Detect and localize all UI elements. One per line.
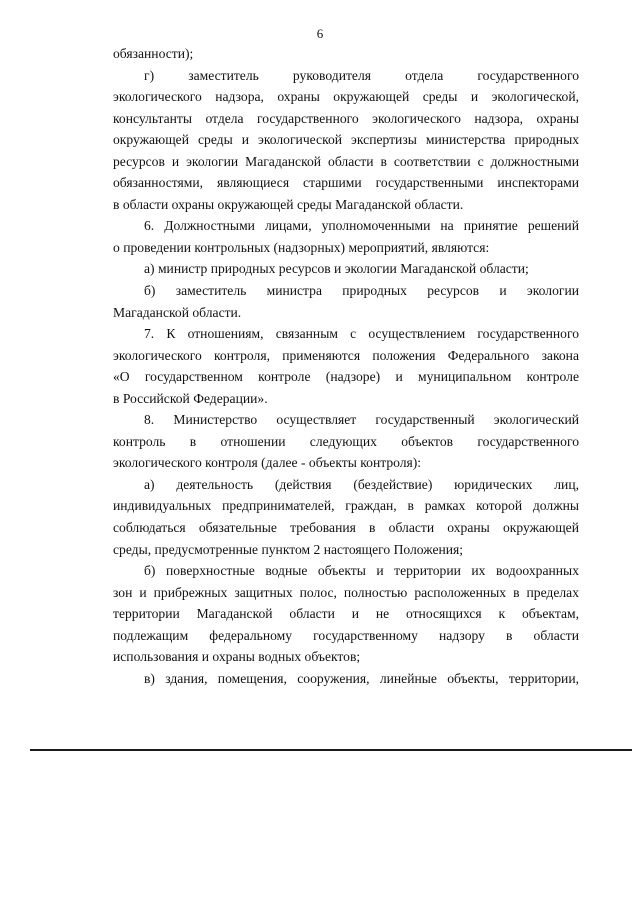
- text-line: обязанности);: [113, 46, 194, 61]
- text-line: экологического надзора, охраны окружающей среды и экологической,: [113, 89, 579, 105]
- text-line: а) министр природных ресурсов и экологии Магаданской области;: [144, 261, 529, 277]
- text-line: соблюдаться обязательные требования в области охраны окружающей: [113, 520, 579, 536]
- text-line: б) заместитель министра природных ресурсов и экологии: [144, 283, 579, 299]
- text-line: б) поверхностные водные объекты и территории их водоохранных: [144, 563, 579, 579]
- text-line: 7. К отношениям, связанным с осуществлением государственного: [144, 326, 579, 342]
- text-line: в Российской Федерации».: [113, 390, 268, 406]
- page-number: 6: [316, 26, 324, 41]
- page-bottom-rule: [30, 749, 632, 751]
- text-line: а) деятельность (действия (бездействие) юридических лиц,: [144, 476, 579, 492]
- text-line: среды, предусмотренные пунктом 2 настоящего Положения;: [113, 541, 464, 557]
- text-line: использования и охраны водных объектов;: [113, 649, 361, 665]
- text-line: обязанностями, являющиеся старшими государственными инспекторами: [113, 175, 579, 191]
- text-line: ресурсов и экологии Магаданской области в соответствии с должностными: [113, 153, 579, 169]
- text-line: экологического контроля (далее - объекты контроля):: [113, 455, 422, 471]
- text-line: 8. Министерство осуществляет государственный экологический: [144, 412, 579, 428]
- text-line: г) заместитель руководителя отдела государственного: [144, 67, 579, 83]
- text-line: в области охраны окружающей среды Магаданской области.: [113, 196, 464, 212]
- text-line: 6. Должностными лицами, уполномоченными на принятие решений: [144, 218, 579, 234]
- text-line: «О государственном контроле (надзоре) и муниципальном контроле: [113, 369, 579, 385]
- document-body: [113, 43, 579, 689]
- text-line: Магаданской области.: [113, 304, 242, 320]
- text-line: в) здания, помещения, сооружения, линейные объекты, территории,: [144, 670, 579, 686]
- text-line: о проведении контрольных (надзорных) мероприятий, являются:: [113, 239, 490, 255]
- text-line: консультанты отдела государственного экологического надзора, охраны: [113, 110, 579, 126]
- text-line: контроль в отношении следующих объектов государственного: [113, 433, 579, 449]
- text-line: индивидуальных предпринимателей, граждан, в рамках которой должны: [113, 498, 579, 514]
- text-line: экологического контроля, применяются положения Федерального закона: [113, 347, 579, 363]
- text-line: территории Магаданской области и не относящихся к объектам,: [113, 606, 579, 622]
- text-line: окружающей среды и экологической экспертизы министерства природных: [113, 132, 579, 148]
- text-line: подлежащим федеральному государственному надзору в области: [113, 627, 579, 643]
- text-line: зон и прибрежных защитных полос, полностью расположенных в пределах: [113, 584, 579, 600]
